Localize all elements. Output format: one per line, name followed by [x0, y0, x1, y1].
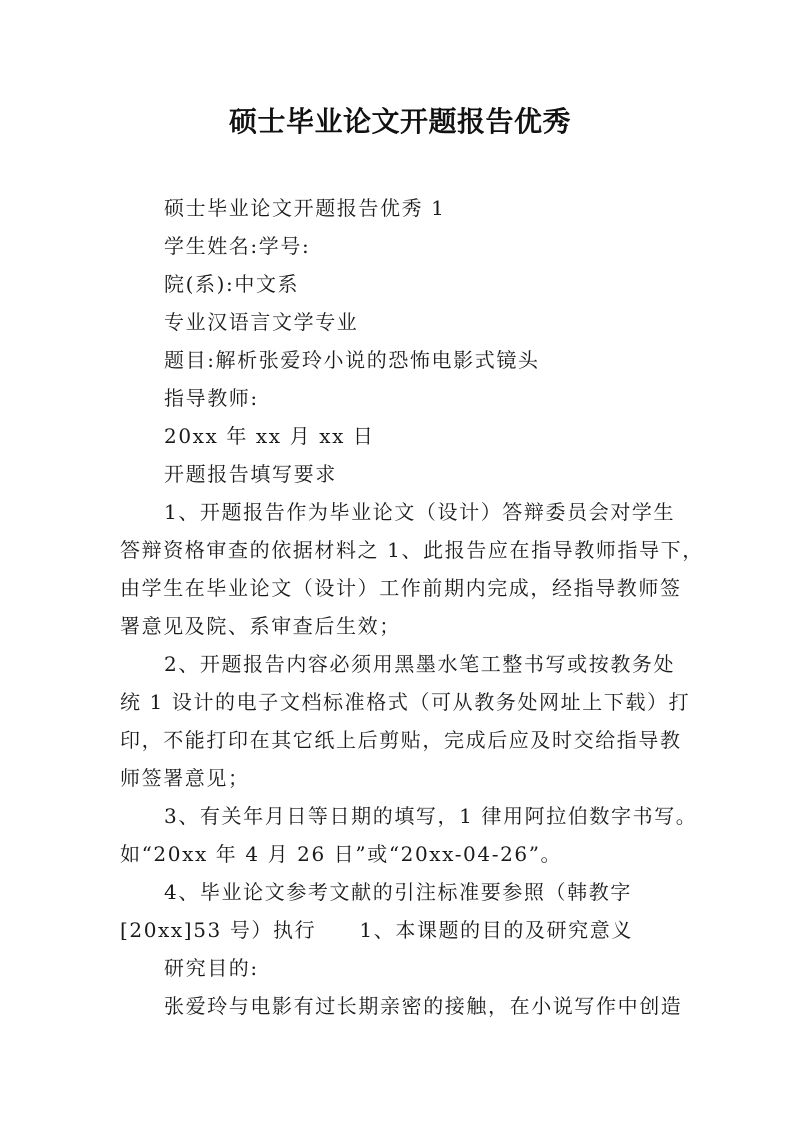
topic-line: 题目:解析张爱玲小说的恐怖电影式镜头 [164, 348, 540, 372]
paragraph-line: 由学生在毕业论文（设计）工作前期内完成，经指导教师签 [120, 576, 682, 600]
paragraph-line: 3、有关年月日等日期的填写，1 律用阿拉伯数字书写。 [164, 804, 698, 828]
major-line: 专业汉语言文学专业 [164, 310, 359, 334]
paragraph-line: [20xx]53 号）执行 1、本课题的目的及研究意义 [120, 918, 633, 942]
paragraph-line: 署意见及院、系审查后生效； [120, 614, 401, 638]
paragraph-line: 张爱玲与电影有过长期亲密的接触，在小说写作中创造 [164, 994, 683, 1018]
requirements-heading: 开题报告填写要求 [164, 462, 337, 486]
document-title: 硕士毕业论文开题报告优秀 [228, 105, 571, 138]
advisor-line: 指导教师: [164, 386, 259, 410]
research-purpose-heading: 研究目的: [164, 956, 259, 980]
paragraph-line: 1、开题报告作为毕业论文（设计）答辩委员会对学生 [164, 500, 676, 524]
subtitle-line: 硕士毕业论文开题报告优秀 1 [164, 196, 446, 220]
paragraph-line: 如“20xx 年 4 月 26 日”或“20xx-04-26”。 [120, 842, 563, 866]
paragraph-line: 2、开题报告内容必须用黑墨水笔工整书写或按教务处 [164, 652, 676, 676]
paragraph-line: 4、毕业论文参考文献的引注标准要参照（韩教字 [164, 880, 632, 904]
paragraph-line: 统 1 设计的电子文档标准格式（可从教务处网址上下载）打 [120, 690, 691, 714]
paragraph-line: 印，不能打印在其它纸上后剪贴，完成后应及时交给指导教 [120, 728, 682, 752]
date-line: 20xx 年 xx 月 xx 日 [164, 424, 375, 448]
paragraph-line: 师签署意见； [120, 766, 250, 790]
department-line: 院(系):中文系 [164, 272, 300, 296]
paragraph-line: 答辩资格审查的依据材料之 1、此报告应在指导教师指导下， [120, 538, 704, 562]
student-name-line: 学生姓名:学号: [164, 234, 311, 258]
